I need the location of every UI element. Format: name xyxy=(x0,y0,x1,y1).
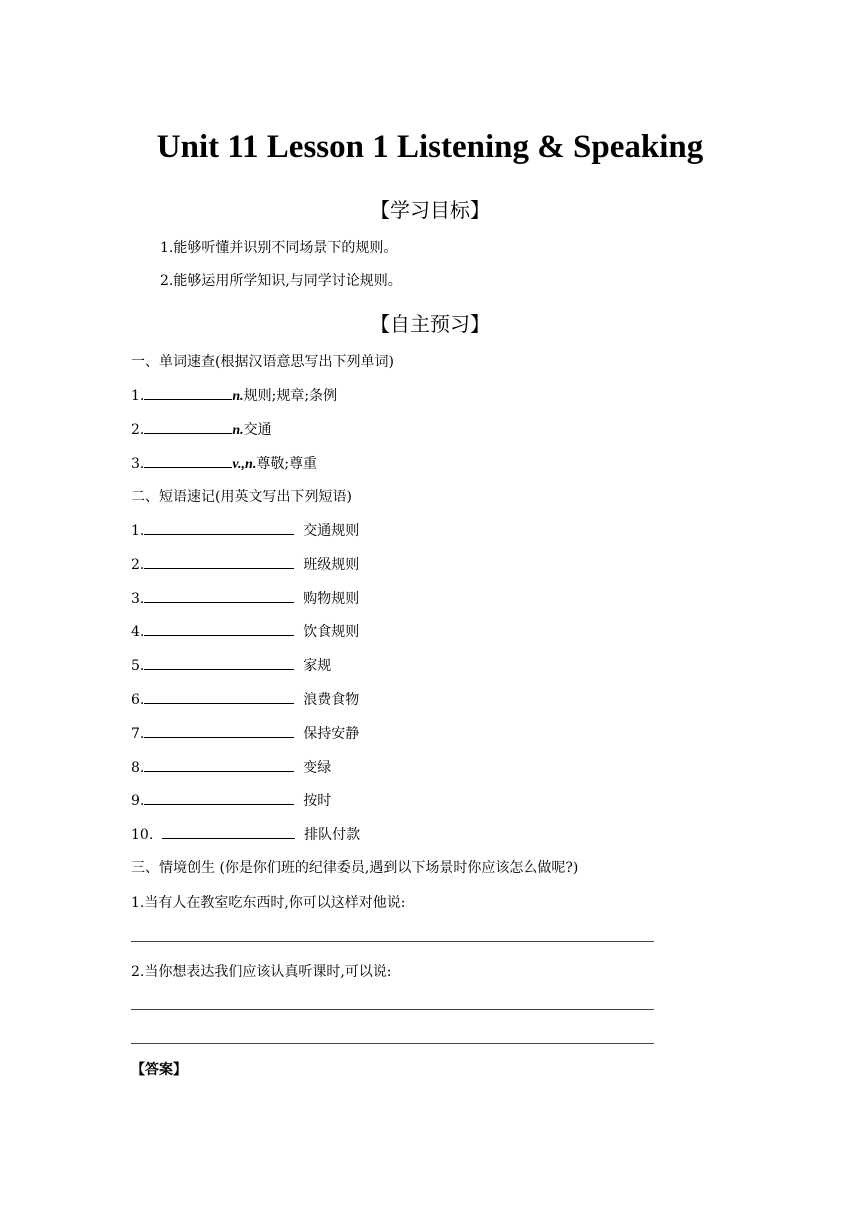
part-of-speech: n. xyxy=(232,423,244,438)
answer-blank[interactable] xyxy=(144,419,232,434)
answer-blank[interactable] xyxy=(144,790,294,805)
answer-line[interactable] xyxy=(131,1009,654,1010)
word-item xyxy=(131,453,317,475)
answer-blank[interactable] xyxy=(162,824,295,839)
section3-title: 三、情境创生 (你是你们班的纪律委员,遇到以下场景时你应该怎么做呢?) xyxy=(131,860,579,876)
phrase-item xyxy=(131,689,359,710)
phrase-meaning: 排队付款 xyxy=(304,827,361,843)
item-number: 6. xyxy=(131,692,145,708)
answer-blank[interactable] xyxy=(144,689,294,704)
answer-blank[interactable] xyxy=(144,385,232,400)
phrase-item xyxy=(131,520,359,541)
phrase-meaning: 购物规则 xyxy=(303,591,360,607)
page-title: Unit 11 Lesson 1 Listening & Speaking xyxy=(156,129,704,165)
word-meaning: 交通 xyxy=(243,422,272,438)
section1-title: 一、单词速查(根据汉语意思写出下列单词) xyxy=(131,354,394,370)
scenario-question-1: 1.当有人在教室吃东西时,你可以这样对他说: xyxy=(131,895,406,911)
part-of-speech: n. xyxy=(232,389,244,404)
item-number: 10. xyxy=(131,827,154,843)
word-meaning: 尊敬;尊重 xyxy=(256,456,318,472)
word-item xyxy=(131,385,337,407)
answer-blank[interactable] xyxy=(144,588,294,603)
item-number: 2. xyxy=(131,557,145,573)
phrase-meaning: 浪费食物 xyxy=(303,692,360,708)
item-number: 7. xyxy=(131,726,145,742)
phrase-item xyxy=(131,554,359,575)
phrase-item xyxy=(131,790,331,811)
word-item xyxy=(131,419,272,441)
phrase-meaning: 家规 xyxy=(303,658,332,674)
phrase-meaning: 班级规则 xyxy=(303,557,360,573)
goal-item: 1.能够听懂并识别不同场景下的规则。 xyxy=(160,240,398,256)
phrase-meaning: 交通规则 xyxy=(303,523,360,539)
goals-heading: 【学习目标】 xyxy=(370,198,490,222)
item-number: 3. xyxy=(131,456,145,472)
phrase-item xyxy=(131,621,359,642)
item-number: 5. xyxy=(131,658,145,674)
item-number: 9. xyxy=(131,793,145,809)
item-number: 2. xyxy=(131,422,145,438)
answer-blank[interactable] xyxy=(144,453,232,468)
answer-line[interactable] xyxy=(131,941,654,942)
phrase-meaning: 饮食规则 xyxy=(303,624,360,640)
word-meaning: 规则;规章;条例 xyxy=(243,388,338,404)
phrase-item xyxy=(131,824,360,845)
answer-line[interactable] xyxy=(131,1043,654,1044)
goal-item: 2.能够运用所学知识,与同学讨论规则。 xyxy=(160,273,402,289)
phrase-item xyxy=(131,757,331,778)
answer-blank[interactable] xyxy=(144,621,294,636)
section2-title: 二、短语速记(用英文写出下列短语) xyxy=(131,489,352,505)
answer-blank[interactable] xyxy=(144,554,294,569)
phrase-item xyxy=(131,655,331,676)
item-number: 4. xyxy=(131,624,145,640)
preview-heading: 【自主预习】 xyxy=(370,312,490,336)
phrase-meaning: 按时 xyxy=(303,793,332,809)
phrase-meaning: 保持安静 xyxy=(303,726,360,742)
part-of-speech: v.,n. xyxy=(232,457,257,472)
answer-label: 【答案】 xyxy=(131,1062,187,1078)
answer-blank[interactable] xyxy=(144,655,294,670)
item-number: 8. xyxy=(131,760,145,776)
item-number: 1. xyxy=(131,523,145,539)
phrase-item xyxy=(131,588,359,609)
item-number: 1. xyxy=(131,388,145,404)
scenario-question-2: 2.当你想表达我们应该认真听课时,可以说: xyxy=(131,964,392,980)
answer-blank[interactable] xyxy=(144,757,294,772)
phrase-item xyxy=(131,723,359,744)
item-number: 3. xyxy=(131,591,145,607)
answer-blank[interactable] xyxy=(144,520,294,535)
answer-blank[interactable] xyxy=(144,723,294,738)
phrase-meaning: 变绿 xyxy=(303,760,332,776)
